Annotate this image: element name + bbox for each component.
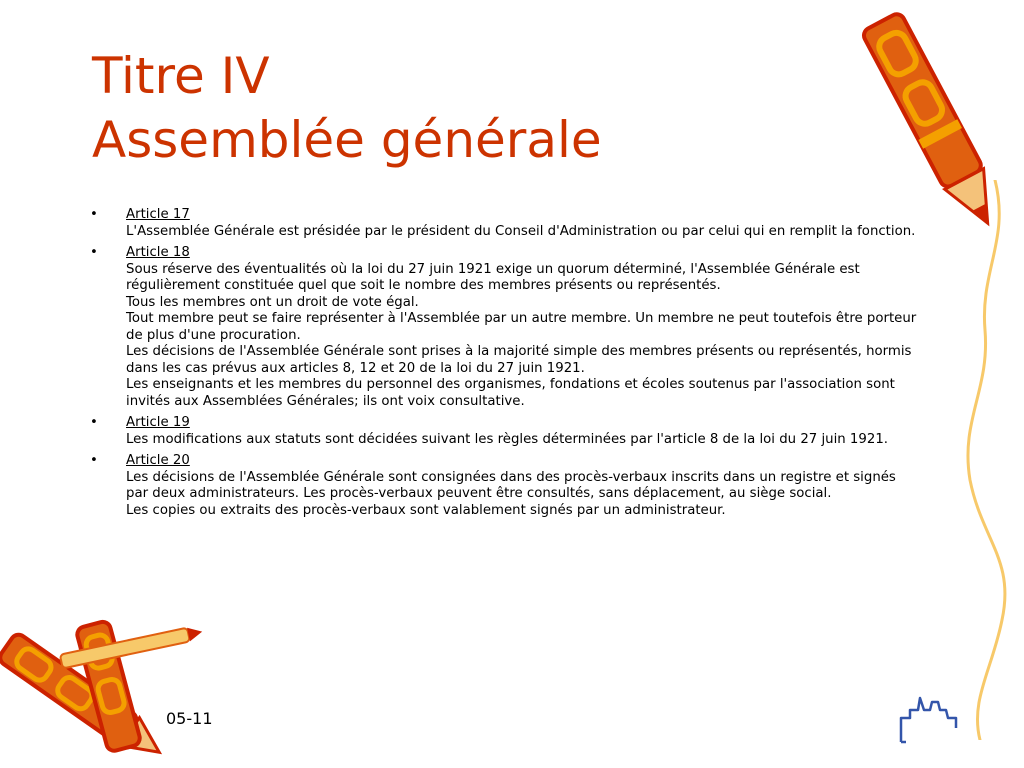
article-paragraph: Tout membre peut se faire représenter à l'Assemblée par un autre membre. Un membre ne peut toutefois être porteur de plus d'une procuration. [126,311,917,343]
article-heading: Article 18 [126,245,190,260]
title-line-2: Assemblée générale [92,111,602,169]
bullet-icon: • [90,207,98,222]
article-heading: Article 20 [126,453,190,468]
article-paragraph: Sous réserve des éventualités où la loi du 27 juin 1921 exige un quorum déterminé, l'Assemblée Générale est régulièrement constituée quel que soit le nombre des membres présents ou représentés. [126,261,860,293]
article-paragraph: Les décisions de l'Assemblée Générale sont consignées dans des procès-verbaux inscrits dans un registre et signés par deux administrateurs. Les procès-verbaux peuvent être consultés, sans déplacement, au siège social. [126,469,896,501]
article-item [90,453,920,519]
article-paragraph: Tous les membres ont un droit de vote égal. [126,294,419,310]
bullet-icon: • [90,415,98,430]
bullet-icon: • [90,245,98,260]
article-paragraph: Les copies ou extraits des procès-verbaux sont valablement signés par un administrateur. [126,502,726,518]
slide-title [92,44,602,172]
bullet-icon: • [90,453,98,468]
article-heading: Article 19 [126,415,190,430]
castle-outline-icon [898,694,960,746]
title-line-1: Titre IV [92,47,270,105]
swirl-decoration [940,180,1024,740]
article-item [90,245,920,410]
article-paragraph: L'Assemblée Générale est présidée par le président du Conseil d'Administration ou par celui qui en remplit la fonction. [126,223,916,239]
footer-date: 05-11 [166,709,213,728]
article-paragraph: Les modifications aux statuts sont décidées suivant les règles déterminées par l'article 8 de la loi du 27 juin 1921. [126,431,888,447]
crayon-icon [860,2,1010,242]
crossed-crayons-icon [0,618,210,768]
article-list [90,207,920,524]
article-item [90,415,920,448]
article-paragraph: Les enseignants et les membres du personnel des organismes, fondations et écoles soutenus par l'association sont invités aux Assemblées Générales; ils ont voix consultative. [126,377,895,409]
article-heading: Article 17 [126,207,190,222]
article-paragraph: Les décisions de l'Assemblée Générale sont prises à la majorité simple des membres présents ou représentés, hormis dans les cas prévus aux articles 8, 12 et 20 de la loi du 27 juin 1921. [126,344,912,376]
article-item [90,207,920,240]
